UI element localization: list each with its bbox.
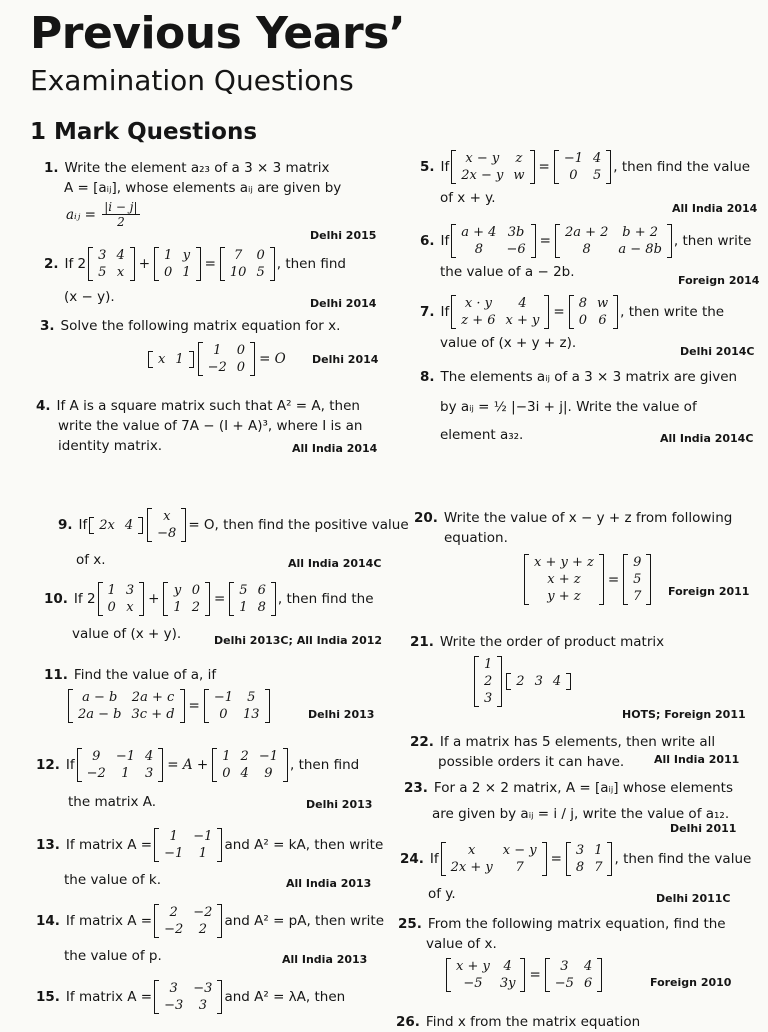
matrix xyxy=(154,904,222,938)
question-text: write the value of 7A − (I + A)³, where I is an xyxy=(58,418,363,434)
matrix-cell: 3 xyxy=(560,959,569,974)
question-text: (x − y). xyxy=(64,289,115,305)
column-matrix xyxy=(474,656,502,707)
matrix xyxy=(441,842,547,876)
matrix-cell: 4 xyxy=(552,674,562,689)
matrix-cell: 2 xyxy=(240,749,249,764)
matrix-cell: 1 xyxy=(169,829,178,844)
question-text: , then write the xyxy=(620,304,725,320)
matrix-cell: 3c + d xyxy=(131,707,175,722)
question-21 xyxy=(410,632,664,707)
matrix-cell: 1 xyxy=(198,846,207,861)
question-number: 7. xyxy=(420,304,435,320)
page-subtitle: Examination Questions xyxy=(30,64,354,97)
source-tag: Delhi 2011 xyxy=(670,822,737,835)
matrix-cell: −2 xyxy=(193,905,213,920)
question-text: For a 2 × 2 matrix, A = [aᵢⱼ] whose elements xyxy=(433,780,734,796)
question-7 xyxy=(420,295,724,353)
column-matrix xyxy=(524,554,604,605)
formula: aᵢⱼ = xyxy=(66,206,96,223)
matrix-cell: w xyxy=(513,168,525,183)
matrix xyxy=(220,247,275,281)
matrix-cell: −1 xyxy=(563,151,583,166)
question-text: , then find the value xyxy=(614,851,752,867)
matrix-cell: 7 xyxy=(234,248,243,263)
matrix-cell: 1 xyxy=(213,343,222,358)
question-text: Find the value of a, if xyxy=(73,667,217,683)
question-text: by aᵢⱼ = ½ |−3i + j|. Write the value of xyxy=(440,399,697,415)
section-title: 1 Mark Questions xyxy=(30,119,258,145)
fraction xyxy=(102,200,139,229)
matrix-cell: a − 8b xyxy=(618,242,662,257)
operator: = xyxy=(553,304,565,320)
question-number: 6. xyxy=(420,233,435,249)
matrix xyxy=(88,247,135,281)
matrix-cell: x − y xyxy=(502,843,537,858)
question-22 xyxy=(410,732,715,772)
matrix-cell: 4 xyxy=(116,248,125,263)
source-tag: Foreign 2011 xyxy=(668,585,750,598)
matrix-cell: 8 xyxy=(578,296,587,311)
source-tag: Delhi 2014 xyxy=(310,297,377,310)
matrix-cell: 5 xyxy=(256,265,265,280)
matrix xyxy=(163,582,210,616)
matrix-cell: 1 xyxy=(222,749,231,764)
matrix xyxy=(77,748,164,782)
question-1 xyxy=(44,158,364,229)
question-text: Write the value of x − y + z from following xyxy=(443,510,733,526)
question-number: 21. xyxy=(410,634,434,650)
matrix-cell: 3 xyxy=(575,843,585,858)
source-tag: All India 2014C xyxy=(288,557,382,570)
question-number: 24. xyxy=(400,851,424,867)
column-matrix xyxy=(147,508,186,542)
question-text: If xyxy=(440,233,450,249)
matrix-cell: x − y xyxy=(465,151,500,166)
source-tag: Delhi 2013C; All India 2012 xyxy=(214,634,383,647)
question-text: Find x from the matrix equation xyxy=(425,1014,641,1030)
row-matrix xyxy=(148,351,194,368)
matrix-cell: 2 xyxy=(191,600,200,615)
question-text: Solve the following matrix equation for x. xyxy=(60,318,341,334)
question-text: are given by aᵢⱼ = i / j, write the value of a₁₂. xyxy=(432,806,730,822)
source-tag: Delhi 2014C xyxy=(680,345,755,358)
matrix-cell: 9 xyxy=(633,555,642,570)
matrix-cell: 2 xyxy=(169,905,178,920)
question-number: 15. xyxy=(36,989,60,1005)
matrix-cell: −1 xyxy=(193,829,213,844)
matrix xyxy=(555,224,672,258)
matrix-cell: 3 xyxy=(534,674,543,689)
question-text: the value of p. xyxy=(64,948,162,964)
matrix-cell: 6 xyxy=(257,583,266,598)
matrix-cell: 5 xyxy=(593,168,602,183)
matrix-cell: 0 xyxy=(569,168,578,183)
matrix-cell: 8 xyxy=(257,600,266,615)
question-text: the value of a − 2b. xyxy=(440,264,575,280)
row-matrix xyxy=(506,673,571,690)
matrix-cell: 8 xyxy=(474,242,483,257)
matrix-cell: −2 xyxy=(86,766,106,781)
question-number: 3. xyxy=(40,318,55,334)
matrix-cell: x xyxy=(163,509,171,524)
matrix-cell: 2 xyxy=(484,674,493,689)
matrix-cell: x + z xyxy=(547,572,581,587)
question-text: and A² = λA, then xyxy=(224,989,346,1005)
source-tag: All India 2014 xyxy=(672,202,758,215)
matrix-cell: 6 xyxy=(598,313,607,328)
matrix-cell: −3 xyxy=(164,998,184,1013)
matrix-cell: 0 xyxy=(107,600,116,615)
question-number: 10. xyxy=(44,591,68,607)
matrix-cell: 5 xyxy=(98,265,107,280)
question-text: the value of k. xyxy=(64,872,162,888)
matrix-cell: −8 xyxy=(157,526,177,541)
matrix xyxy=(545,958,602,992)
question-text: of x + y. xyxy=(440,190,496,206)
matrix xyxy=(98,582,145,616)
operator: = O xyxy=(259,351,286,367)
matrix xyxy=(446,958,525,992)
source-tag: Foreign 2010 xyxy=(650,976,732,989)
question-number: 26. xyxy=(396,1014,420,1030)
question-number: 11. xyxy=(44,667,68,683)
matrix-cell: a − b xyxy=(82,690,118,705)
matrix-cell: x xyxy=(468,843,476,858)
matrix-cell: w xyxy=(596,296,609,311)
matrix-cell: b + 2 xyxy=(622,225,659,240)
matrix xyxy=(154,247,201,281)
matrix-cell: 2x − y xyxy=(461,168,504,183)
source-tag: All India 2013 xyxy=(282,953,368,966)
matrix xyxy=(569,295,618,329)
matrix-cell: −1 xyxy=(164,846,184,861)
matrix-cell: 4 xyxy=(240,766,249,781)
question-number: 8. xyxy=(420,369,435,385)
matrix xyxy=(68,689,185,723)
question-number: 23. xyxy=(404,780,428,796)
question-text: From the following matrix equation, find the xyxy=(427,916,726,932)
question-5 xyxy=(420,150,750,208)
question-text: Write the order of product matrix xyxy=(439,634,665,650)
matrix-cell: x + y xyxy=(456,959,490,974)
matrix-cell: −1 xyxy=(213,690,234,705)
matrix xyxy=(212,748,288,782)
question-number: 1. xyxy=(44,160,59,176)
matrix-cell: −5 xyxy=(554,976,574,991)
matrix-cell: 1 xyxy=(121,766,130,781)
question-text: value of (x + y). xyxy=(72,626,182,642)
operator: = xyxy=(204,256,216,272)
matrix-cell: 2a + c xyxy=(131,690,175,705)
question-text: , then find xyxy=(276,256,346,272)
matrix-cell: 3 xyxy=(484,691,493,706)
matrix-cell: 1 xyxy=(182,265,191,280)
matrix-cell: x + y + z xyxy=(534,555,594,570)
page-title: Previous Years’ xyxy=(30,8,406,59)
question-text: element a₃₂. xyxy=(440,427,524,443)
question-text: = O, then find the positive value xyxy=(188,517,409,533)
matrix-cell: 9 xyxy=(92,749,101,764)
matrix-cell: 7 xyxy=(594,860,603,875)
matrix-cell: y xyxy=(182,248,191,263)
matrix xyxy=(154,828,222,862)
matrix-cell: 1 xyxy=(594,843,603,858)
matrix-cell: 0 xyxy=(191,583,200,598)
matrix-cell: 3y xyxy=(499,976,516,991)
question-text: , then write xyxy=(673,233,752,249)
matrix-cell: x · y xyxy=(464,296,492,311)
question-3 xyxy=(40,316,340,376)
matrix-cell: x + y xyxy=(505,313,540,328)
operator: = xyxy=(538,159,550,175)
matrix-cell: 3 xyxy=(169,981,178,996)
question-text: If matrix A = xyxy=(65,913,153,929)
matrix-cell: 8 xyxy=(575,860,585,875)
matrix-cell: 3 xyxy=(198,998,207,1013)
matrix-cell: 2x + y xyxy=(450,860,493,875)
question-text: If xyxy=(440,159,450,175)
question-text: and A² = pA, then write xyxy=(224,913,384,929)
matrix xyxy=(451,295,549,329)
matrix-cell: 6 xyxy=(583,976,593,991)
source-tag: Foreign 2014 xyxy=(678,274,760,287)
matrix-cell: 1 xyxy=(173,600,182,615)
matrix xyxy=(451,150,534,184)
question-text: identity matrix. xyxy=(58,438,163,454)
matrix xyxy=(204,689,270,723)
matrix-cell: 1 xyxy=(164,248,173,263)
matrix-cell: 0 xyxy=(256,248,265,263)
matrix-cell: 9 xyxy=(264,766,273,781)
matrix-cell: 0 xyxy=(578,313,587,328)
matrix-cell: 2x xyxy=(99,517,115,533)
matrix-cell: 4 xyxy=(145,749,154,764)
question-2 xyxy=(44,247,346,307)
question-text: equation. xyxy=(444,530,508,546)
question-number: 13. xyxy=(36,837,60,853)
source-tag: All India 2014C xyxy=(660,432,754,445)
question-text: If matrix A = xyxy=(65,989,153,1005)
matrix-cell: −2 xyxy=(207,360,227,375)
question-11 xyxy=(44,665,272,723)
matrix-cell: z xyxy=(515,151,523,166)
matrix-cell: y xyxy=(173,583,182,598)
matrix-cell: 1 xyxy=(107,583,116,598)
question-number: 25. xyxy=(398,916,422,932)
matrix-cell: 4 xyxy=(503,959,512,974)
matrix-cell: x xyxy=(126,600,134,615)
matrix-cell: −6 xyxy=(506,242,526,257)
matrix-cell: 2a − b xyxy=(78,707,122,722)
question-text: If xyxy=(429,851,439,867)
matrix-cell: 5 xyxy=(633,572,642,587)
operator: + xyxy=(148,591,160,607)
matrix-cell: −1 xyxy=(115,749,135,764)
question-text: of x. xyxy=(76,552,106,568)
matrix xyxy=(566,842,613,876)
operator: + xyxy=(138,256,151,272)
fraction-numerator: |i − j| xyxy=(104,200,138,214)
matrix-cell: 8 xyxy=(582,242,591,257)
question-text: If xyxy=(65,757,75,773)
question-text: , then find the value xyxy=(613,159,751,175)
operator: = xyxy=(607,571,620,588)
source-tag: Delhi 2013 xyxy=(306,798,373,811)
matrix-cell: 5 xyxy=(247,690,256,705)
matrix-cell: 7 xyxy=(515,860,524,875)
matrix-cell: −2 xyxy=(164,922,184,937)
question-text: value of (x + y + z). xyxy=(440,335,577,351)
matrix-cell: 5 xyxy=(239,583,248,598)
operator: = xyxy=(188,698,200,714)
matrix-cell: 2 xyxy=(516,674,525,689)
question-number: 12. xyxy=(36,757,60,773)
matrix-cell: 3 xyxy=(145,766,154,781)
matrix xyxy=(554,150,611,184)
source-tag: All India 2014 xyxy=(292,442,378,455)
operator: = xyxy=(550,851,562,867)
question-text: , then find xyxy=(289,757,360,773)
matrix-cell: 0 xyxy=(236,343,246,358)
question-text: If xyxy=(78,517,88,533)
matrix-cell: 7 xyxy=(633,589,642,604)
operator: = xyxy=(529,967,541,983)
source-tag: Delhi 2011C xyxy=(656,892,731,905)
matrix-cell: 2 xyxy=(198,922,207,937)
question-26 xyxy=(396,1012,640,1032)
question-text: A = [aᵢⱼ], whose elements aᵢⱼ are given by xyxy=(64,180,342,196)
matrix-cell: 3b xyxy=(507,225,525,240)
row-matrix xyxy=(89,517,143,534)
matrix-cell: 10 xyxy=(229,265,247,280)
source-tag: All India 2011 xyxy=(654,753,740,766)
matrix-cell: 3 xyxy=(125,583,135,598)
question-text: and A² = kA, then write xyxy=(224,837,384,853)
question-text: The elements aᵢⱼ of a 3 × 3 matrix are given xyxy=(440,369,738,385)
question-text: If xyxy=(440,304,450,320)
question-number: 4. xyxy=(36,398,51,414)
matrix xyxy=(451,224,535,258)
matrix-cell: 1 xyxy=(484,657,493,672)
source-tag: Delhi 2014 xyxy=(312,353,379,366)
matrix-cell: 13 xyxy=(243,707,260,722)
question-text: Write the element a₂₃ of a 3 × 3 matrix xyxy=(64,160,330,176)
source-tag: Delhi 2015 xyxy=(310,229,377,242)
matrix-cell: y + z xyxy=(547,589,581,604)
question-text: If 2 xyxy=(64,256,87,272)
matrix-cell: x xyxy=(158,351,166,367)
question-text: If a matrix has 5 elements, then write all xyxy=(439,734,716,750)
question-text: of y. xyxy=(428,886,456,902)
matrix-cell: −3 xyxy=(193,981,213,996)
fraction-denominator: 2 xyxy=(117,215,125,229)
question-23 xyxy=(404,778,733,824)
matrix-cell: −1 xyxy=(258,749,278,764)
matrix-cell: 0 xyxy=(219,707,228,722)
matrix-cell: 0 xyxy=(222,766,231,781)
question-number: 14. xyxy=(36,913,60,929)
question-text: If matrix A = xyxy=(65,837,153,853)
source-tag: HOTS; Foreign 2011 xyxy=(622,708,746,721)
question-number: 2. xyxy=(44,256,59,272)
question-text: , then find the xyxy=(277,591,374,607)
operator: = xyxy=(213,591,226,607)
column-matrix xyxy=(623,554,651,605)
matrix-cell: 4 xyxy=(593,151,602,166)
matrix-cell: 4 xyxy=(583,959,593,974)
matrix-cell: 1 xyxy=(239,600,248,615)
matrix-cell: 0 xyxy=(236,360,246,375)
matrix-cell: −5 xyxy=(463,976,483,991)
question-text: value of x. xyxy=(426,936,497,952)
matrix xyxy=(154,980,222,1014)
question-text: If A is a square matrix such that A² = A, then xyxy=(56,398,360,414)
matrix xyxy=(229,582,276,616)
matrix-cell: 0 xyxy=(164,265,173,280)
matrix-cell: a + 4 xyxy=(461,225,497,240)
matrix-cell: x xyxy=(116,265,125,280)
matrix-cell: 3 xyxy=(98,248,107,263)
matrix-cell: 1 xyxy=(175,351,184,367)
matrix xyxy=(198,342,255,376)
source-tag: All India 2013 xyxy=(286,877,372,890)
question-text: If 2 xyxy=(73,591,96,607)
source-tag: Delhi 2013 xyxy=(308,708,375,721)
question-number: 5. xyxy=(420,159,435,175)
question-number: 22. xyxy=(410,734,434,750)
matrix-cell: 4 xyxy=(124,517,134,533)
question-number: 9. xyxy=(58,517,73,533)
operator: = A + xyxy=(167,757,209,773)
matrix-cell: 4 xyxy=(518,296,527,311)
matrix-cell: 2a + 2 xyxy=(564,225,609,240)
question-number: 20. xyxy=(414,510,438,526)
question-15 xyxy=(36,980,345,1014)
matrix-cell: z + 6 xyxy=(461,313,496,328)
question-text: possible orders it can have. xyxy=(438,754,625,770)
question-text: the matrix A. xyxy=(68,794,157,810)
operator: = xyxy=(539,233,551,249)
